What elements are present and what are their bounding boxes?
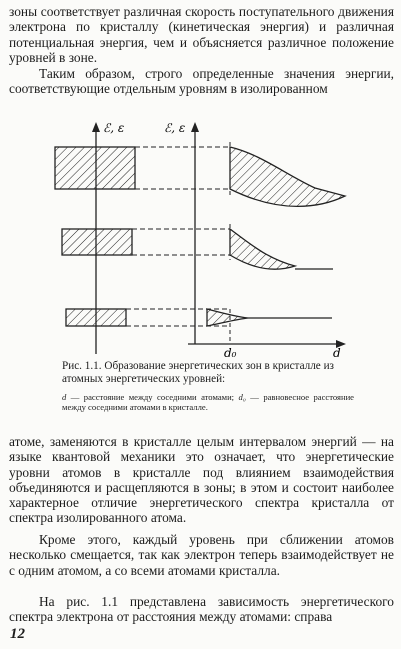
- left-axis-label: ℰ, ε: [103, 121, 125, 135]
- band-1: [55, 142, 345, 206]
- energy-band-figure: [0, 104, 401, 360]
- note-d0-text: — равновесное расстояние между соседними атомами в кристалле.: [62, 392, 354, 412]
- paragraph-1: зоны соответствует различная скорость поступательного движения электрона по кристаллу (кинетическая энергия) и различная потенциальная энергия, чем и объясняется различное положение уровней в зоне.: [9, 4, 394, 65]
- caption-text: Образование энергетических зон в кристалле из атомных энергетических уровней:: [62, 360, 334, 385]
- page-number: 12: [10, 626, 25, 642]
- note-d0-symbol: d₀: [238, 392, 246, 402]
- paragraph-3: атоме, заменяются в кристалле целым интервалом энергий — на языке квантовой механики это означает, что энергетические уровни атомов в кристалле под влиянием взаимодействия объединяются и расщепляются в зоны; в этом и состоит наиболее характерное отличие энергетического спектра кристалла от спектра изолированного атома.: [9, 434, 394, 526]
- paragraph-4: Кроме этого, каждый уровень при сближении атомов несколько смещается, так как электрон теперь взаимодействует не с одним атомом, а со всеми атомами кристалла.: [9, 532, 394, 578]
- figure-caption: [62, 360, 354, 385]
- right-axis-label: ℰ, ε: [164, 121, 186, 135]
- paragraph-5: На рис. 1.1 представлена зависимость энергетического спектра электрона от расстояния между атомами: справа: [9, 594, 394, 625]
- figure-note: [62, 392, 354, 412]
- paragraph-2: Таким образом, строго определенные значения энергии, соответствующие отдельным уровням в изолированном: [9, 66, 394, 97]
- d-label: d: [333, 346, 341, 360]
- note-d-text: — расстояние между соседними атомами;: [66, 392, 239, 402]
- caption-prefix: Рис. 1.1.: [62, 360, 102, 372]
- band-2: [62, 224, 333, 269]
- band-3: [66, 309, 332, 326]
- note-d-symbol: d: [62, 392, 67, 402]
- d0-label: d₀: [224, 346, 237, 360]
